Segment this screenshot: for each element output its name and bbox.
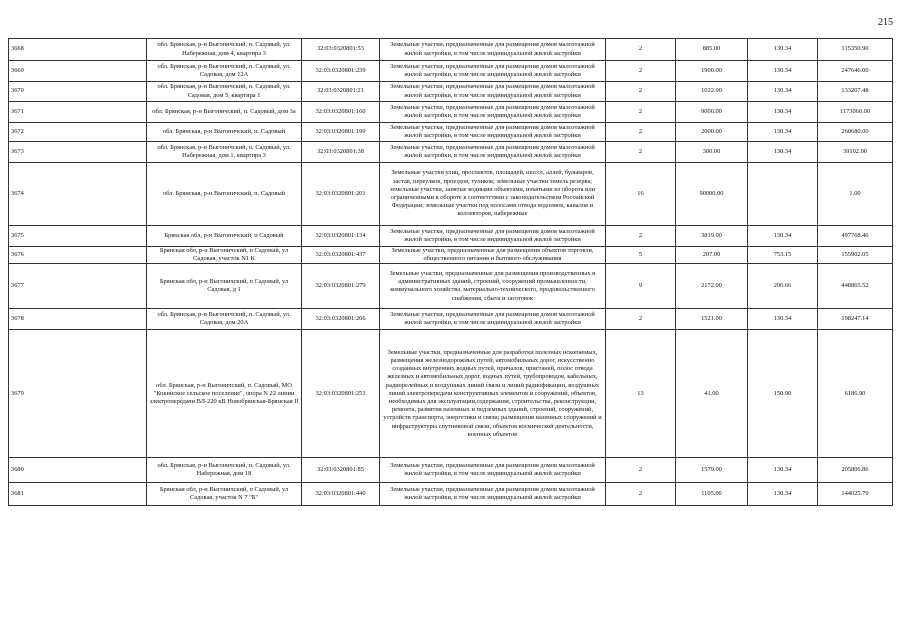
table-row bbox=[9, 163, 893, 226]
row-land-use: Земельные участки, предназначенные для размещения домов малоэтажной жилой застройки, в том числе индивидуальной жилой застройки bbox=[380, 309, 606, 330]
row-area: 1105.00 bbox=[676, 483, 748, 506]
row-number: 3675 bbox=[9, 226, 147, 247]
row-cadastral-value: 260680.00 bbox=[818, 123, 893, 142]
row-cadastral-number: 32:03:0320801:160 bbox=[302, 102, 380, 123]
row-cadastral-value: 1.00 bbox=[818, 163, 893, 226]
row-land-use: Земельные участки улиц, проспектов, площадей, шоссе, аллей, бульваров, застав, переулков, проездов, тупиков; земельные участки земель резерва; земельные участки, занятые водными объектами, изъятыми из оборота или ограниченными в обороте в соответствии с законодательством Российской Федерации; земельные участки под полосами отвода водоемов, каналов и коллекторов, набережные bbox=[380, 163, 606, 226]
row-specific-value: 150.90 bbox=[748, 330, 818, 458]
row-number: 3680 bbox=[9, 458, 147, 483]
row-number: 3668 bbox=[9, 39, 147, 61]
row-cadastral-value: 6186.90 bbox=[818, 330, 893, 458]
row-category: 13 bbox=[606, 330, 676, 458]
row-cadastral-number: 32:03:0320801:239 bbox=[302, 61, 380, 82]
table-body bbox=[9, 39, 893, 506]
table-row bbox=[9, 247, 893, 264]
row-address: обл. Брянская, р-н Выгоничский, п. Садовый bbox=[147, 123, 302, 142]
row-number: 3671 bbox=[9, 102, 147, 123]
table-row bbox=[9, 264, 893, 309]
row-address: Брянская обл, р-н Выгоничский, п Садовый, ул Садовая, участок N 7 "Б" bbox=[147, 483, 302, 506]
table-row bbox=[9, 82, 893, 102]
row-cadastral-value: 115350.90 bbox=[818, 39, 893, 61]
row-cadastral-number: 32:03:0320801:199 bbox=[302, 123, 380, 142]
row-land-use: Земельные участки, предназначенные для размещения домов малоэтажной жилой застройки, в том числе индивидуальной жилой застройки bbox=[380, 82, 606, 102]
row-category: 2 bbox=[606, 82, 676, 102]
row-cadastral-value: 1173060.00 bbox=[818, 102, 893, 123]
row-number: 3678 bbox=[9, 309, 147, 330]
row-number: 3681 bbox=[9, 483, 147, 506]
table-row bbox=[9, 123, 893, 142]
row-area: 1579.00 bbox=[676, 458, 748, 483]
table-row bbox=[9, 102, 893, 123]
row-cadastral-value: 497768.46 bbox=[818, 226, 893, 247]
row-cadastral-number: 32:03:0320801:440 bbox=[302, 483, 380, 506]
row-category: 2 bbox=[606, 123, 676, 142]
row-specific-value: 130.34 bbox=[748, 39, 818, 61]
row-address: обл. Брянская, р-н Выгоничский, п. Садовый, МО "Кокинское сельское поселение", опора N 22 линии электропередачи ВЛ-220 кВ Новобрянская-Брянская II bbox=[147, 330, 302, 458]
table-row bbox=[9, 330, 893, 458]
row-cadastral-value: 39102.00 bbox=[818, 142, 893, 163]
row-cadastral-value: 133207.48 bbox=[818, 82, 893, 102]
row-address: Брянская обл, р-н Выгоничский, п Садовый, ул Садовая, участок N1 К bbox=[147, 247, 302, 264]
table-row bbox=[9, 142, 893, 163]
row-specific-value: 130.34 bbox=[748, 102, 818, 123]
row-category: 2 bbox=[606, 39, 676, 61]
row-category: 2 bbox=[606, 61, 676, 82]
row-number: 3676 bbox=[9, 247, 147, 264]
row-cadastral-number: 32:03:0320801:437 bbox=[302, 247, 380, 264]
row-cadastral-number: 32:03:0320801:38 bbox=[302, 142, 380, 163]
row-land-use: Земельные участки, предназначенные для размещения домов малоэтажной жилой застройки, в том числе индивидуальной жилой застройки bbox=[380, 458, 606, 483]
row-category: 2 bbox=[606, 483, 676, 506]
row-area: 1900.00 bbox=[676, 61, 748, 82]
row-area: 9000.00 bbox=[676, 102, 748, 123]
row-area: 1521.00 bbox=[676, 309, 748, 330]
row-cadastral-value: 205806.86 bbox=[818, 458, 893, 483]
row-specific-value: 130.34 bbox=[748, 309, 818, 330]
row-land-use: Земельные участки, предназначенные для размещения домов малоэтажной жилой застройки, в том числе индивидуальной жилой застройки bbox=[380, 61, 606, 82]
row-cadastral-number: 32:03:0320801:85 bbox=[302, 458, 380, 483]
row-number: 3674 bbox=[9, 163, 147, 226]
row-address: обл. Брянская, р-н Выгоничский, п. Садовый, ул. Набережная, дом 18 bbox=[147, 458, 302, 483]
row-area: 90000.00 bbox=[676, 163, 748, 226]
row-number: 3677 bbox=[9, 264, 147, 309]
row-number: 3670 bbox=[9, 82, 147, 102]
row-area: 2000.00 bbox=[676, 123, 748, 142]
row-cadastral-number: 32:03:0320801:266 bbox=[302, 309, 380, 330]
row-address: обл. Брянская, р-н Выгоничский, п. Садовый, ул. Садовая, дом 20А bbox=[147, 309, 302, 330]
row-category: 5 bbox=[606, 247, 676, 264]
table-row bbox=[9, 39, 893, 61]
row-land-use: Земельные участки, предназначенные для размещения производственных и административных зданий, строений, сооружений промышленности, коммунального хозяйства, материально-технического, продовольственного снабжения, сбыта и заготовок bbox=[380, 264, 606, 309]
table-row bbox=[9, 61, 893, 82]
row-cadastral-value: 144025.70 bbox=[818, 483, 893, 506]
row-land-use: Земельные участки, предназначенные для разработки полезных ископаемых, размещения железнодорожных путей, автомобильных дорог, искусственно созданных внутренних водных путей, причалов, пристаней, полос отвода железных и автомобильных дорог, водных путей, трубопроводов, кабельных, радиорелейных и воздушных линий связи и линий радиофикации, воздушных линий электропередачи конструктивных элементов и сооружений, объектов, необходимых для эксплуатации,содержания, строительства, реконструкции, ремонта, развития наземных и подземных зданий, строений, сооружений, устройств транспорта, энергетики и связи; размещения наземных сооружений и инфраструктуры спутниковой связи, объектов космической деятельности, военных объектов bbox=[380, 330, 606, 458]
row-category: 2 bbox=[606, 458, 676, 483]
cadastral-value-table bbox=[8, 38, 893, 506]
row-cadastral-number: 32:03:0320801:201 bbox=[302, 163, 380, 226]
row-address: обл. Брянская, р-н Выгоничский, п. Садовый, ул. Садовая, дом 5, квартира 1 bbox=[147, 82, 302, 102]
row-area: 41.00 bbox=[676, 330, 748, 458]
row-land-use: Земельные участки, предназначенные для размещения домов малоэтажной жилой застройки, в том числе индивидуальной жилой застройки bbox=[380, 102, 606, 123]
row-category: 16 bbox=[606, 163, 676, 226]
row-specific-value: 206.66 bbox=[748, 264, 818, 309]
row-address: Брянская обл, р-н Выгоничский, п Садовый, ул Садовая, д 1 bbox=[147, 264, 302, 309]
row-land-use: Земельные участки, предназначенные для размещения домов малоэтажной жилой застройки, в том числе индивидуальной жилой застройки bbox=[380, 226, 606, 247]
row-area: 207.00 bbox=[676, 247, 748, 264]
row-specific-value: 130.34 bbox=[748, 142, 818, 163]
row-specific-value: 753.15 bbox=[748, 247, 818, 264]
row-address: Брянская обл, р-н Выгоничский, п Садовый bbox=[147, 226, 302, 247]
row-cadastral-number: 32:03:0320801:21 bbox=[302, 82, 380, 102]
row-cadastral-value: 247646.00 bbox=[818, 61, 893, 82]
row-specific-value: 130.34 bbox=[748, 458, 818, 483]
row-category: 2 bbox=[606, 142, 676, 163]
row-category: 9 bbox=[606, 264, 676, 309]
row-cadastral-number: 32:03:0320801:53 bbox=[302, 39, 380, 61]
row-address: обл. Брянская, р-н Выгоничский, п. Садовый, ул. Набережная, дом 4, квартира 3 bbox=[147, 39, 302, 61]
row-cadastral-number: 32:03:0320801:279 bbox=[302, 264, 380, 309]
row-land-use: Земельные участки, предназначенные для размещения домов малоэтажной жилой застройки, в том числе индивидуальной жилой застройки bbox=[380, 123, 606, 142]
row-specific-value bbox=[748, 163, 818, 226]
row-specific-value: 130.34 bbox=[748, 61, 818, 82]
row-area: 2172.00 bbox=[676, 264, 748, 309]
row-number: 3673 bbox=[9, 142, 147, 163]
row-land-use: Земельные участки, предназначенные для размещения домов малоэтажной жилой застройки, в том числе индивидуальной жилой застройки bbox=[380, 142, 606, 163]
table-row bbox=[9, 226, 893, 247]
row-land-use: Земельные участки, предназначенные для размещения домов малоэтажной жилой застройки, в том числе индивидуальной жилой застройки bbox=[380, 39, 606, 61]
row-area: 3819.00 bbox=[676, 226, 748, 247]
row-land-use: Земельные участки, предназначенные для размещения объектов торговли, общественного питания и бытового обслуживания bbox=[380, 247, 606, 264]
row-category: 2 bbox=[606, 226, 676, 247]
table-row bbox=[9, 483, 893, 506]
row-cadastral-value: 198247.14 bbox=[818, 309, 893, 330]
row-specific-value: 130.34 bbox=[748, 82, 818, 102]
row-specific-value: 130.34 bbox=[748, 483, 818, 506]
row-category: 2 bbox=[606, 309, 676, 330]
row-area: 885.00 bbox=[676, 39, 748, 61]
row-number: 3672 bbox=[9, 123, 147, 142]
row-land-use: Земельные участки, предназначенные для размещения домов малоэтажной жилой застройки, в том числе индивидуальной жилой застройки bbox=[380, 483, 606, 506]
table-row bbox=[9, 309, 893, 330]
row-address: обл. Брянская, р-н Выгоничский, п. Садовый, ул. Набережная, дом 1, квартира 3 bbox=[147, 142, 302, 163]
row-number: 3679 bbox=[9, 330, 147, 458]
row-cadastral-value: 448865.52 bbox=[818, 264, 893, 309]
row-number: 3669 bbox=[9, 61, 147, 82]
row-area: 300.00 bbox=[676, 142, 748, 163]
row-specific-value: 130.34 bbox=[748, 226, 818, 247]
row-address: обл. Брянская, р-н Выгоничский, п. Садовый, дом 3а bbox=[147, 102, 302, 123]
row-address: обл. Брянская, р-н Выгоничский, п. Садовый bbox=[147, 163, 302, 226]
row-cadastral-value: 155902.05 bbox=[818, 247, 893, 264]
page-number: 215 bbox=[878, 17, 893, 28]
table-row bbox=[9, 458, 893, 483]
row-address: обл. Брянская, р-н Выгоничский, п. Садовый, ул. Садовая, дом 12А bbox=[147, 61, 302, 82]
row-category: 2 bbox=[606, 102, 676, 123]
row-area: 1022.00 bbox=[676, 82, 748, 102]
row-specific-value: 130.34 bbox=[748, 123, 818, 142]
row-cadastral-number: 32:03:0320801:253 bbox=[302, 330, 380, 458]
row-cadastral-number: 32:03:0320801:134 bbox=[302, 226, 380, 247]
